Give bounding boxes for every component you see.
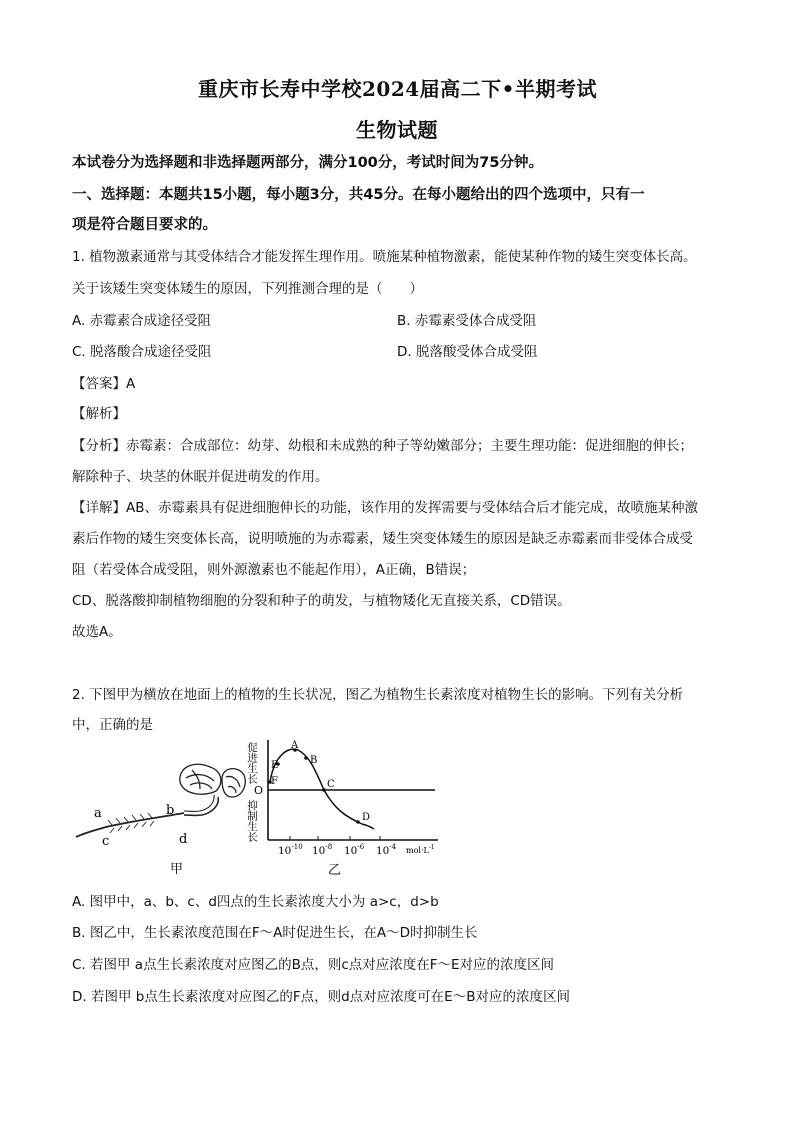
tick-4: $10^{-4}$	[376, 843, 397, 857]
label-C: C	[327, 779, 335, 790]
q1-option-b: B. 赤霉素受体合成受阻	[397, 313, 537, 329]
point-D	[356, 820, 360, 824]
q1-fenxi-line2: 解除种子、块茎的休眠并促进萌发的作用。	[72, 469, 329, 485]
label-D: D	[362, 812, 371, 823]
q2-option-a: A. 图甲中，a、b、c、d四点的生长素浓度大小为 a>c，d>b	[72, 894, 439, 910]
figure-jia-plant	[72, 745, 252, 880]
root-hairs	[108, 813, 154, 833]
page-subtitle: 生物试题	[356, 118, 438, 142]
q2-option-d: D. 若图甲 b点生长素浓度对应图乙的F点，则d点对应浓度可在E～B对应的浓度区间	[72, 989, 570, 1005]
q2-option-c: C. 若图甲 a点生长素浓度对应图乙的B点，则c点对应浓度在F～E对应的浓度区间	[72, 957, 555, 973]
q1-option-a: A. 赤霉素合成途径受阻	[72, 313, 212, 329]
label-E: E	[271, 760, 279, 771]
label-b: b	[166, 803, 175, 818]
q1-xiangjie-line2: 素后作物的矮生突变体长高，说明喷施的为赤霉素，矮生突变体矮生的原因是缺乏赤霉素而非受体合成受	[72, 531, 693, 547]
q2-stem-line2: 中，正确的是	[72, 717, 153, 733]
section1-instruction-line1: 一、选择题：本题共15小题，每小题3分，共45分。在每小题给出的四个选项中，只有一	[72, 187, 645, 203]
q1-xiangjie-line1: 【详解】AB、赤霉素具有促进细胞伸长的功能，该作用的发挥需要与受体结合后才能完成，故喷施某种激	[72, 500, 698, 516]
y-label-promote: 促进生长	[246, 742, 258, 784]
q2-option-b: B. 图乙中，生长素浓度范围在F～A时促进生长，在A～D时抑制生长	[72, 925, 478, 941]
x-unit: $mol\cdot L^{-1}$	[406, 844, 435, 855]
label-B: B	[310, 755, 318, 766]
label-d: d	[179, 832, 188, 847]
y-label-inhibit: 抑制生长	[246, 800, 258, 842]
section1-instruction-line2: 项是符合题目要求的。	[72, 217, 217, 233]
tick-3: $10^{-6}$	[344, 843, 365, 857]
q1-fenxi-line1: 【分析】赤霉素：合成部位：幼芽、幼根和未成熟的种子等幼嫩部分；主要生理功能：促进细胞的伸长；	[72, 438, 693, 454]
q2-stem-line1: 2. 下图甲为横放在地面上的植物的生长状况，图乙为植物生长素浓度对植物生长的影响。下列有关分析	[72, 687, 684, 703]
paper-note: 本试卷分为选择题和非选择题两部分，满分100分，考试时间为75分钟。	[72, 155, 543, 171]
origin-label: O	[254, 784, 264, 797]
q1-answer: 【答案】A	[72, 376, 136, 392]
figure-jia-caption: 甲	[170, 862, 184, 877]
label-F: F	[271, 776, 278, 787]
q1-stem-line1: 1. 植物激素通常与其受体结合才能发挥生理作用。喷施某种植物激素，能使某种作物的矮生突变体长高。	[72, 249, 697, 265]
q1-option-c: C. 脱落酸合成途径受阻	[72, 344, 212, 360]
q1-option-d: D. 脱落酸受体合成受阻	[397, 344, 538, 360]
label-A: A	[291, 740, 299, 751]
q1-conclusion: 故选A。	[72, 624, 122, 640]
label-a: a	[94, 806, 102, 821]
page-title: 重庆市长寿中学校2024届高二下•半期考试	[198, 77, 597, 101]
tick-1: $10^{-10}$	[278, 843, 303, 857]
q1-xiangjie-line3: 阻（若受体合成受阻，则外源激素也不能起作用），A正确，B错误；	[72, 562, 476, 578]
growth-curve	[270, 749, 374, 829]
q1-stem-line2: 关于该矮生突变体矮生的原因，下列推测合理的是（ ）	[72, 281, 423, 297]
q1-analysis-heading: 【解析】	[72, 406, 126, 422]
plant-stem-inner	[184, 795, 214, 811]
plant-stem	[184, 797, 218, 815]
point-C	[322, 788, 326, 792]
point-B	[304, 756, 308, 760]
tick-2: $10^{-8}$	[312, 843, 333, 857]
label-c: c	[102, 834, 110, 849]
figure-yi-caption: 乙	[328, 863, 342, 878]
figure-yi-graph	[232, 736, 454, 878]
q1-xiangjie-line4: CD、脱落酸抑制植物细胞的分裂和种子的萌发，与植物矮化无直接关系，CD错误。	[72, 593, 571, 609]
